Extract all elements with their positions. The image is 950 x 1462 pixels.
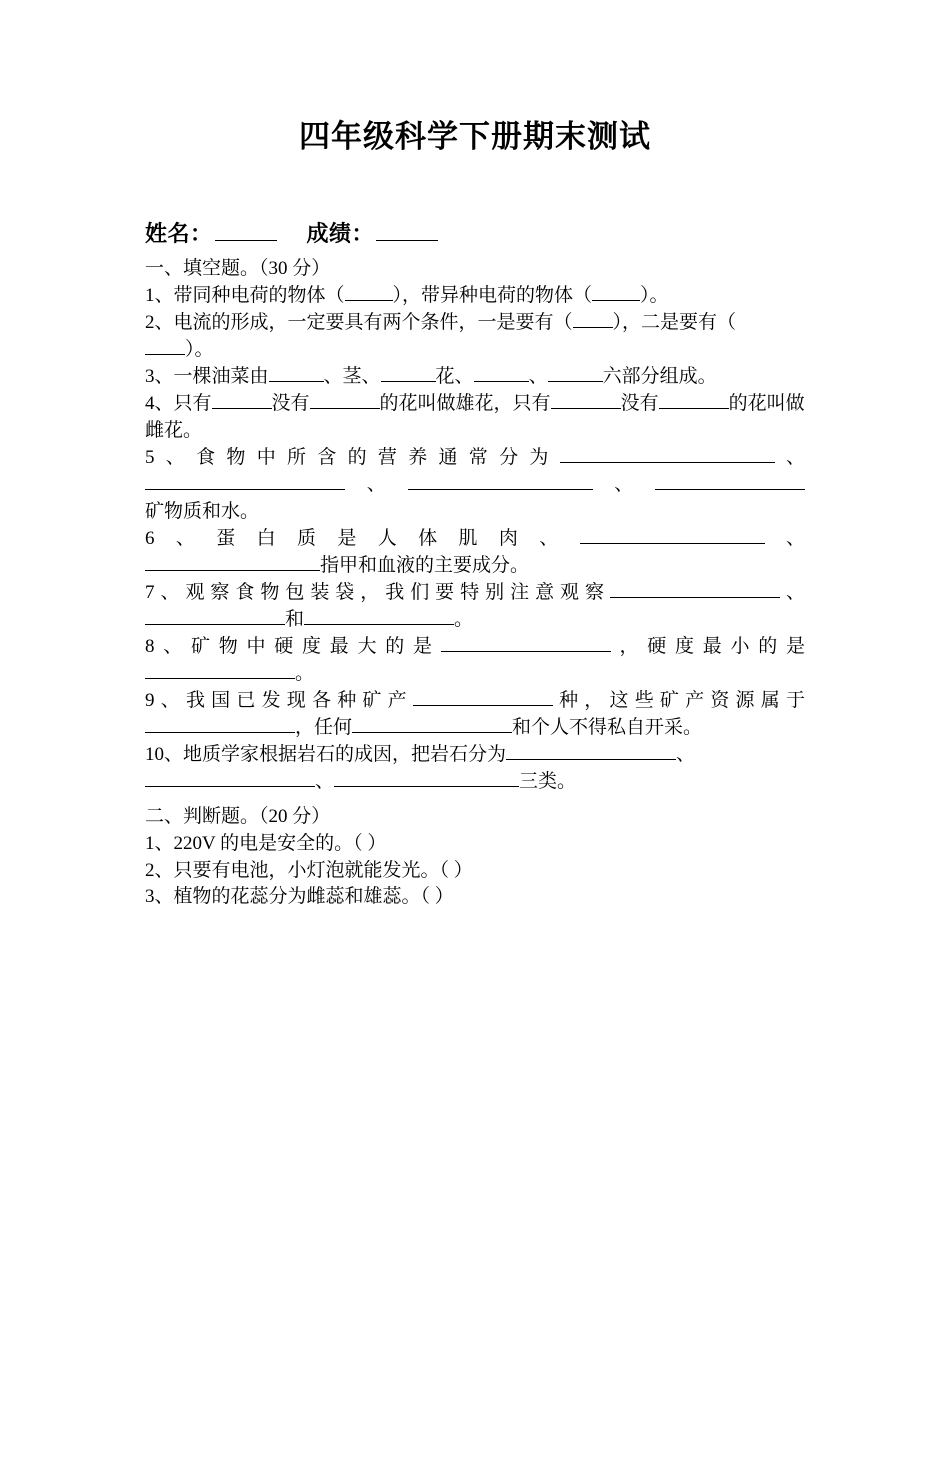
answer-blank[interactable] [610,582,780,598]
question-text: 和 [285,608,305,630]
question-number: 1、 [145,285,174,307]
answer-blank[interactable] [560,447,775,463]
question-text: 。 [454,608,474,630]
question-6 [145,526,805,553]
question-number: 2、 [145,859,174,881]
question-text: 220V 的电是安全的。（ ） [173,832,387,854]
question-text: 、 [592,473,655,495]
question-number: 6、 [145,527,217,549]
question-text: 的花叫做雌花。 [145,393,805,441]
question-number: 3、 [145,366,174,388]
question-9 [145,688,805,715]
question-text: 。 [295,662,315,684]
answer-blank[interactable] [304,609,454,625]
answer-blank[interactable] [145,663,295,679]
page-title: 四年级科学下册期末测试 [299,119,651,154]
question-text: 种，这些矿产资源属于 [552,689,805,711]
answer-blank[interactable] [408,474,593,490]
question-5-cont [145,472,805,499]
question-7 [145,580,805,607]
question-text: 、 [528,366,548,388]
answer-blank[interactable] [659,393,729,409]
answer-blank[interactable] [334,771,519,787]
question-text: 带同种电荷的物体（ [173,285,345,307]
answer-blank[interactable] [145,555,320,571]
question-text: 、 [345,473,408,495]
question-text: 没有 [620,393,659,415]
question-7-cont [145,607,805,634]
name-label: 姓名： [145,221,213,247]
question-text: 植物的花蕊分为雌蕊和雄蕊。（ ） [173,886,454,908]
answer-blank[interactable] [145,474,345,490]
answer-blank[interactable] [212,393,272,409]
answer-blank[interactable] [145,339,185,355]
question-text: 我国已发现各种矿产 [185,689,413,711]
question-8-cont [145,661,805,688]
question-text: 只有 [173,393,212,415]
question-6-cont [145,553,805,580]
question-text: 、 [774,446,805,468]
question-10-cont [145,769,805,796]
question-text: 观察食物包装袋，我们要特别注意观察 [185,581,610,603]
question-number: 8、 [145,635,191,657]
answer-blank[interactable] [269,366,324,382]
question-number: 9、 [145,689,186,711]
question-text: 的花叫做雄花，只有 [379,393,551,415]
question-1 [145,283,805,310]
question-number: 4、 [145,393,174,415]
question-text: 电流的形成，一定要具有两个条件，一是要有（ [173,312,573,334]
question-2 [145,310,805,337]
question-text: 、 [780,581,805,603]
question-5-cont2 [145,499,805,526]
section-heading-true-false: 二、判断题。（20 分） [145,805,331,827]
question-text: 地质学家根据岩石的成因，把岩石分为 [183,743,507,765]
question-text: 六部分组成。 [602,366,717,388]
question-text: 一棵油菜由 [173,366,269,388]
question-text: 和个人不得私自开采。 [512,716,703,738]
question-text: ），带异种电荷的物体（ [392,285,593,307]
tf-question-1 [145,831,805,858]
question-text: 、 [315,770,335,792]
answer-blank[interactable] [551,393,621,409]
answer-blank[interactable] [413,690,553,706]
answer-blank[interactable] [506,744,676,760]
answer-blank[interactable] [145,609,285,625]
question-5 [145,445,805,472]
question-text: 只要有电池，小灯泡就能发光。（ ） [173,859,473,881]
question-text: ），二是要有（ [612,312,737,334]
question-8 [145,634,805,661]
question-number: 2、 [145,312,174,334]
section-heading-fill-in: 一、填空题。（30 分） [145,258,331,280]
answer-blank[interactable] [573,312,613,328]
answer-blank[interactable] [310,393,380,409]
answer-blank[interactable] [381,366,436,382]
identity-line [145,217,805,248]
question-text: 、茎、 [323,366,381,388]
question-text: ）。 [185,339,214,361]
question-text: 、 [764,527,805,549]
question-text: 矿物中硬度最大的是 [191,635,441,657]
score-label: 成绩： [306,221,375,247]
question-4 [145,391,805,445]
question-text: ，硬度最小的是 [610,635,805,657]
question-3 [145,364,805,391]
tf-question-3 [145,884,805,911]
document-page [0,118,950,1462]
name-blank[interactable] [215,224,277,241]
answer-blank[interactable] [145,717,295,733]
answer-blank[interactable] [580,528,765,544]
question-text: 花、 [435,366,474,388]
question-text: 矿物质和水。 [145,500,260,522]
tf-question-2 [145,858,805,885]
question-text: 蛋白质是人体肌肉、 [216,527,580,549]
question-text: 、 [676,743,696,765]
question-10 [145,742,805,769]
question-text: ，任何 [295,716,353,738]
answer-blank[interactable] [145,771,315,787]
answer-blank[interactable] [352,717,512,733]
answer-blank[interactable] [474,366,529,382]
question-number: 7、 [145,581,186,603]
score-blank[interactable] [376,224,438,241]
answer-blank[interactable] [441,636,611,652]
question-number: 10、 [145,743,184,765]
question-text: 没有 [271,393,310,415]
answer-blank[interactable] [548,366,603,382]
answer-blank[interactable] [345,285,393,301]
question-number: 3、 [145,886,174,908]
question-text: 指甲和血液的主要成分。 [320,554,530,576]
question-text: 食物中所含的营养通常分为 [196,446,560,468]
question-2-cont [145,337,805,364]
answer-blank[interactable] [655,474,805,490]
question-9-cont [145,715,805,742]
question-text: ）。 [640,285,669,307]
question-text: 三类。 [519,770,577,792]
question-number: 5、 [145,446,197,468]
answer-blank[interactable] [592,285,640,301]
question-number: 1、 [145,832,174,854]
